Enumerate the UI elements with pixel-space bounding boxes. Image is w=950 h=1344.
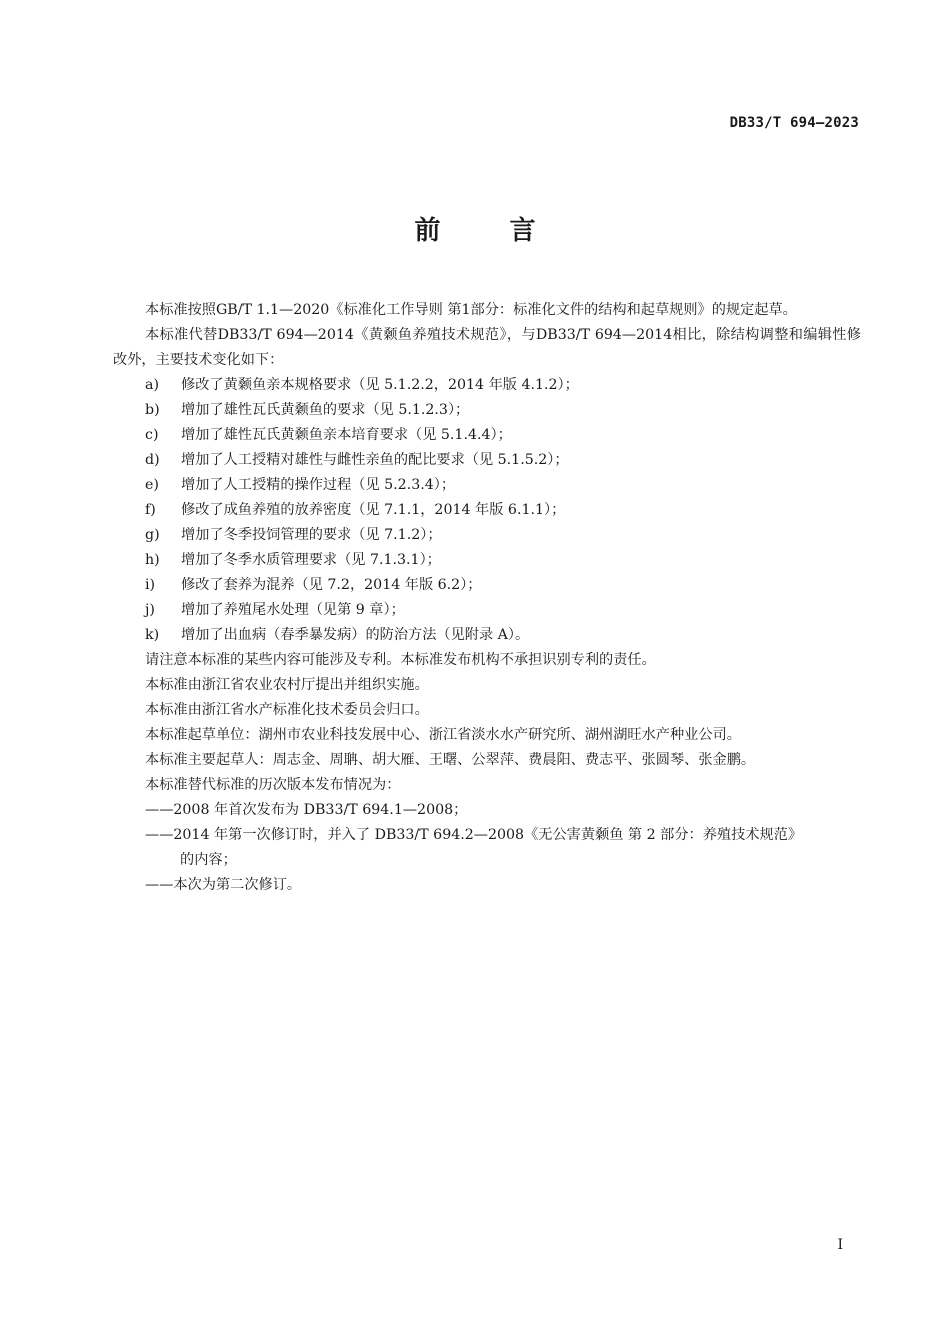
list-item xyxy=(113,373,861,398)
paragraph-drafters: 本标准主要起草人：周志金、周聃、胡大雁、王曙、公翠萍、费晨阳、费志平、张圆琴、张金鹏。 xyxy=(145,752,756,768)
page-number: I xyxy=(837,1237,843,1253)
paragraph-drafting-rules: 本标准按照GB/T 1.1—2020《标准化工作导则 第1部分：标准化文件的结构和起草规则》的规定起草。 xyxy=(145,302,797,318)
document-code: DB33/T 694—2023 xyxy=(729,115,859,131)
paragraph-history-intro: 本标准替代标准的历次版本发布情况为： xyxy=(145,777,401,793)
history-list xyxy=(113,798,861,898)
paragraph-proposer: 本标准由浙江省农业农村厅提出并组织实施。 xyxy=(145,677,429,693)
list-item xyxy=(113,448,861,473)
list-item xyxy=(113,398,861,423)
list-item-text: 修改了成鱼养殖的放养密度（见 7.1.1，2014 年版 6.1.1）； xyxy=(181,502,566,518)
list-item-text: 修改了黄颡鱼亲本规格要求（见 5.1.2.2，2014 年版 4.1.2）； xyxy=(181,377,579,393)
list-item-label: j) xyxy=(145,602,155,618)
list-item xyxy=(113,623,861,648)
list-item-text: 修改了套养为混养（见 7.2，2014 年版 6.2）； xyxy=(181,577,482,593)
list-item-label: e) xyxy=(145,477,159,493)
list-item-text: 增加了出血病（春季暴发病）的防治方法（见附录 A）。 xyxy=(181,627,530,643)
list-item xyxy=(113,498,861,523)
list-item-label: k) xyxy=(145,627,160,643)
list-item xyxy=(113,573,861,598)
paragraph-drafting-units: 本标准起草单位：湖州市农业科技发展中心、浙江省淡水水产研究所、湖州湖旺水产种业公司。 xyxy=(145,727,741,743)
list-item xyxy=(113,473,861,498)
list-item-text: 增加了雄性瓦氏黄颡鱼亲本培育要求（见 5.1.4.4）； xyxy=(181,427,512,443)
list-item xyxy=(113,423,861,448)
list-item-text: 增加了人工授精对雄性与雌性亲鱼的配比要求（见 5.1.5.2）； xyxy=(181,452,569,468)
list-item-label: a) xyxy=(145,377,159,393)
list-item xyxy=(113,598,861,623)
list-item-label: i) xyxy=(145,577,156,593)
paragraph-patent-notice: 请注意本标准的某些内容可能涉及专利。本标准发布机构不承担识别专利的责任。 xyxy=(145,652,656,668)
list-item-text: 增加了养殖尾水处理（见第 9 章）； xyxy=(181,602,405,618)
foreword-body xyxy=(113,298,861,898)
paragraph-replacement: 本标准代替DB33/T 694—2014《黄颡鱼养殖技术规范》，与DB33/T 694—2014相比，除结构调整和编辑性修改外，主要技术变化如下： xyxy=(113,327,861,368)
paragraph-committee: 本标准由浙江省水产标准化技术委员会归口。 xyxy=(145,702,429,718)
list-item-label: f) xyxy=(145,502,156,518)
list-item-label: h) xyxy=(145,552,160,568)
list-item xyxy=(113,523,861,548)
list-item-label: g) xyxy=(145,527,160,543)
history-item-continuation: 的内容； xyxy=(180,852,237,868)
changes-list xyxy=(113,373,861,648)
list-item xyxy=(113,548,861,573)
history-item: ——本次为第二次修订。 xyxy=(145,877,302,893)
history-item: ——2014 年第一次修订时，并入了 DB33/T 694.2—2008《无公害黄颡鱼 第 2 部分：养殖技术规范》 xyxy=(145,827,803,843)
list-item-text: 增加了冬季投饲管理的要求（见 7.1.2）； xyxy=(181,527,442,543)
list-item-text: 增加了冬季水质管理要求（见 7.1.3.1）； xyxy=(181,552,441,568)
list-item-label: d) xyxy=(145,452,160,468)
history-item: ——2008 年首次发布为 DB33/T 694.1—2008； xyxy=(145,802,468,818)
list-item-text: 增加了人工授精的操作过程（见 5.2.3.4）； xyxy=(181,477,456,493)
list-item-label: b) xyxy=(145,402,160,418)
list-item-label: c) xyxy=(145,427,159,443)
list-item-text: 增加了雄性瓦氏黄颡鱼的要求（见 5.1.2.3）； xyxy=(181,402,470,418)
page-title: 前 言 xyxy=(414,216,566,246)
